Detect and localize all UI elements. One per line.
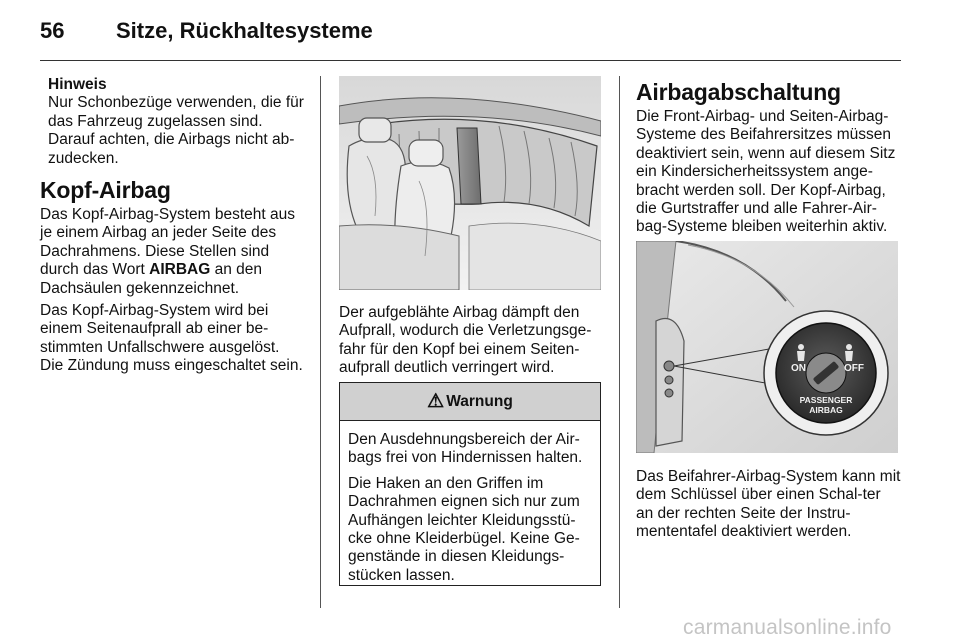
note-title: Hinweis xyxy=(48,76,107,93)
note-text: Nur Schonbezüge verwenden, die für das Fahrzeug zugelassen sind. Darauf achten, die Airbags nicht ab-zudecken. xyxy=(48,94,304,167)
warning-triangle-icon: ⚠ xyxy=(427,391,445,412)
page-number: 56 xyxy=(40,18,65,43)
warning-header xyxy=(340,383,600,421)
column-divider-left xyxy=(320,76,321,608)
note-box xyxy=(48,76,310,168)
switch-label-line2: AIRBAG xyxy=(809,405,843,415)
kopf-airbag-paragraph-1: Das Kopf-Airbag-System besteht aus je einem Airbag an jeder Seite des Dachrahmens. Diese Stellen sind durch das Wort AIRBAG an den Dachsäulen gekennzeichnet. xyxy=(40,206,296,297)
watermark-text: carmanualsonline.info xyxy=(683,616,892,639)
switch-off-label: OFF xyxy=(844,363,864,374)
warning-box xyxy=(339,382,601,586)
figure1-caption: Der aufgeblähte Airbag dämpft den Aufprall, wodurch die Verletzungsge-fahr für den Kopf bei einem Seiten-aufprall deutlich verringert wird. xyxy=(339,304,592,377)
kopf-airbag-heading: Kopf-Airbag xyxy=(40,177,171,203)
warning-paragraph-2: Die Haken an den Griffen im Dachrahmen eignen sich nur zum Aufhängen leichter Kleidungsstü-cke ohne Kleiderbügel. Keine Ge-genstände in diesen Kleidungs-stücken lassen. xyxy=(348,474,580,584)
header-divider xyxy=(40,60,901,61)
airbag-switch-illustration xyxy=(636,241,898,453)
switch-on-label: ON xyxy=(791,363,806,374)
section-title: Sitze, Rückhaltesysteme xyxy=(116,18,373,43)
kopf-airbag-section xyxy=(40,176,306,380)
warning-paragraph-1: Den Ausdehnungsbereich der Air-bags frei von Hindernissen halten. xyxy=(348,431,583,467)
curtain-airbag-illustration xyxy=(339,76,601,290)
figure2-caption: Das Beifahrer-Airbag-System kann mit dem Schlüssel über einen Schal-ter an der rechten Seite der Instru-mententafel deaktiviert werden. xyxy=(636,468,901,541)
warning-title: Warnung xyxy=(446,392,513,410)
kopf-airbag-paragraph-2: Das Kopf-Airbag-System wird bei einem Seitenaufprall ab einer be-stimmten Unfallschwere ausgelöst. Die Zündung muss eingeschaltet sein. xyxy=(40,302,303,375)
airbagabschaltung-paragraph: Die Front-Airbag- und Seiten-Airbag-Systeme des Beifahrersitzes müssen deaktiviert sein, wenn auf diesem Sitz ein Kindersicherheitssystem ange-bracht werden soll. Der Kopf-Airbag, die Gurtstraffer und alle Fahrer-Air-bag-Systeme bleiben weiterhin aktiv. xyxy=(636,108,896,236)
airbagabschaltung-heading: Airbagabschaltung xyxy=(636,79,841,105)
airbagabschaltung-section xyxy=(636,78,902,241)
switch-label-line1: PASSENGER xyxy=(799,395,853,405)
column-divider-right xyxy=(619,76,620,608)
